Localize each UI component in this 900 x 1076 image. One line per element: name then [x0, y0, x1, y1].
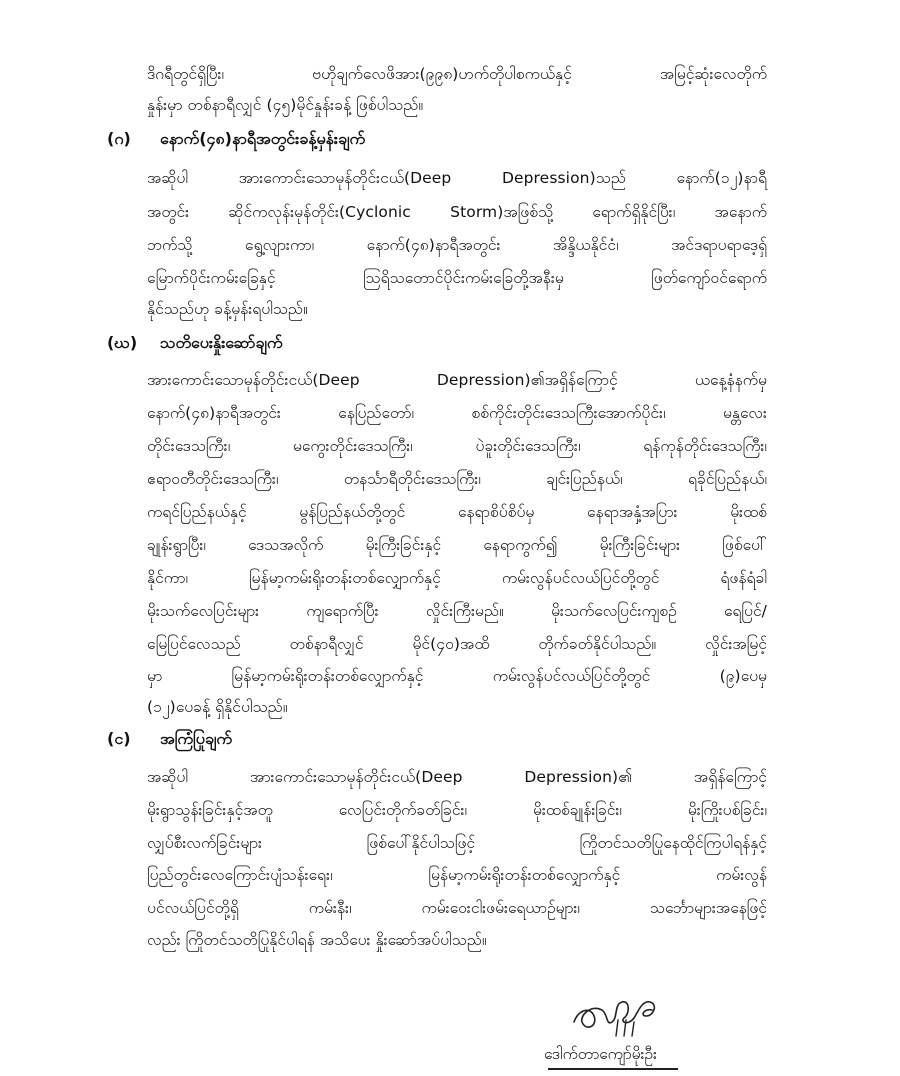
- section-gha-line: ကရင်ပြည်နယ်နှင့် မွန်ပြည်နယ်တို့တွင် နေရာစိပ်စိပ်မှ နေရာအနှံ့အပြား မိုးထစ်: [147, 503, 767, 521]
- section-ga-marker: (ဂ): [107, 129, 131, 148]
- section-gha-line: မြေပြင်လေသည် တစ်နာရီလျှင် မိုင်(၄၀)အထိ တိုက်ခတ်နိုင်ပါသည်။ လှိုင်းအမြင့်: [147, 635, 767, 653]
- section-nga-line: လျှပ်စီးလက်ခြင်းများ ဖြစ်ပေါ်နိုင်ပါသဖြင့် ကြိုတင်သတိပြုနေထိုင်ကြပါရန်နှင့်: [147, 834, 767, 852]
- section-nga-line: ပြည်တွင်းလေကြောင်းပျံသန်းရေး၊ မြန်မာ့ကမ်းရိုးတန်းတစ်လျှောက်နှင့် ကမ်းလွန်: [147, 866, 767, 884]
- section-gha-title: သတိပေးနှိုးဆော်ချက်: [160, 333, 283, 352]
- section-nga-marker: (င): [107, 729, 131, 748]
- section-gha-line: (၁၂)ပေခန့် ရှိနိုင်ပါသည်။: [147, 698, 288, 716]
- intro-line-1: ဒိဂရီတွင်ရှိပြီး၊ ဗဟိုချက်လေဖိအား(၉၉၈)ဟက်တိုပါစကယ်နှင့် အမြင့်ဆုံးလေတိုက်: [147, 65, 767, 83]
- section-nga-line: ပင်လယ်ပြင်တို့ရှိ ကမ်းနီး၊ ကမ်းဝေးငါးဖမ်းရေယာဉ်များ၊ သင်္ဘောများအနေဖြင့်: [147, 899, 767, 917]
- section-nga-title: အကြံပြုချက်: [160, 729, 233, 748]
- section-nga-line: မိုးရွာသွန်းခြင်းနှင့်အတူ လေပြင်းတိုက်ခတ်ခြင်း၊ မိုးထစ်ချုန်းခြင်း၊ မိုးကြိုးပစ်ခြင်း၊: [147, 801, 767, 819]
- section-ga-line: အဆိုပါ အားကောင်းသောမုန်တိုင်းငယ်(Deep Depression)သည် နောက်(၁၂)နာရီ: [147, 169, 767, 187]
- section-gha-line: တိုင်းဒေသကြီး၊ မကွေးတိုင်းဒေသကြီး၊ ပဲခူးတိုင်းဒေသကြီး၊ ရန်ကုန်တိုင်းဒေသကြီး၊: [147, 437, 767, 455]
- section-gha-line: ဧရာဝတီတိုင်းဒေသကြီး၊ တနင်္သာရီတိုင်းဒေသကြီး၊ ချင်းပြည်နယ်၊ ရခိုင်ပြည်နယ်၊: [147, 470, 767, 488]
- section-ga-line: ဘက်သို့ ရွေ့လျားကာ၊ နောက်(၄၈)နာရီအတွင်း အိန္ဒိယနိုင်ငံ၊ အင်ဒရာပရာဒေ့ရှ်: [147, 236, 767, 254]
- section-ga-title: နောက်(၄၈)နာရီအတွင်းခန့်မှန်းချက်: [160, 129, 366, 148]
- section-nga-line: အဆိုပါ အားကောင်းသောမုန်တိုင်းငယ်(Deep Depression)၏ အရှိန်ကြောင့်: [147, 768, 767, 786]
- intro-line-2: နှုန်းမှာ တစ်နာရီလျှင် (၄၅)မိုင်နှုန်းခန့် ဖြစ်ပါသည်။: [147, 96, 424, 114]
- signature-mark: [568, 992, 668, 1040]
- section-gha-marker: (ဃ): [107, 333, 138, 352]
- section-gha-line: ချုန်းရွာပြီး၊ ဒေသအလိုက် မိုးကြီးခြင်းနှင့် နေရာကွက်၍ မိုးကြီးခြင်းများ ဖြစ်ပေါ်: [147, 536, 767, 554]
- section-gha-line: မိုးသက်လေပြင်းများ ကျရောက်ပြီး လှိုင်းကြီးမည်။ မိုးသက်လေပြင်းကျစဉ် ရေပြင်/: [147, 602, 767, 620]
- section-ga-line: အတွင်း ဆိုင်ကလုန်းမုန်တိုင်း(Cyclonic Storm)အဖြစ်သို့ ရောက်ရှိနိုင်ပြီး၊ အနောက်: [147, 203, 767, 221]
- section-ga-line: မြောက်ပိုင်းကမ်းခြေနှင့် သြရိသတောင်ပိုင်းကမ်းခြေတို့အနီးမှ ဖြတ်ကျော်ဝင်ရောက်: [147, 269, 767, 287]
- section-gha-line: နိုင်ကာ၊ မြန်မာ့ကမ်းရိုးတန်းတစ်လျှောက်နှင့် ကမ်းလွန်ပင်လယ်ပြင်တို့တွင် ရံဖန်ရံခါ: [147, 569, 767, 587]
- signature-title-cutoff: [548, 1068, 678, 1076]
- section-ga-line: နိုင်သည်ဟု ခန့်မှန်းရပါသည်။: [147, 300, 308, 318]
- section-gha-line: နောက်(၄၈)နာရီအတွင်း နေပြည်တော်၊ စစ်ကိုင်းတိုင်းဒေသကြီးအောက်ပိုင်း၊ မန္တလေး: [147, 404, 767, 422]
- section-gha-line: အားကောင်းသောမုန်တိုင်းငယ်(Deep Depression)၏အရှိန်ကြောင့် ယနေ့နံနက်မှ: [147, 371, 767, 389]
- section-gha-line: မှာ မြန်မာ့ကမ်းရိုးတန်းတစ်လျှောက်နှင့် ကမ်းလွန်ပင်လယ်ပြင်တို့တွင် (၉)ပေမှ: [147, 667, 767, 685]
- signatory-name: ဒေါက်တာကျော်မိုးဦး: [544, 1045, 657, 1063]
- section-nga-line: လည်း ကြိုတင်သတိပြုနိုင်ပါရန် အသိပေး နှိုးဆော်အပ်ပါသည်။: [147, 931, 487, 949]
